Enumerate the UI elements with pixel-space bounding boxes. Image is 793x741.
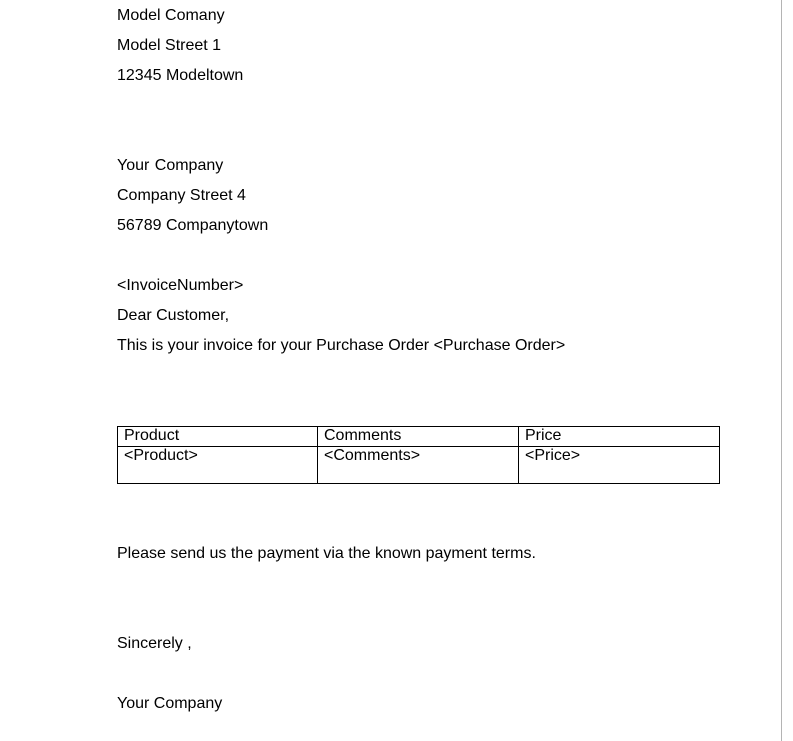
- salutation: Dear Customer,: [117, 307, 230, 324]
- header-product: Product: [118, 427, 318, 447]
- recipient-name: Your Company: [117, 157, 224, 174]
- recipient-city: 56789 Companytown: [117, 217, 269, 234]
- payment-note: Please send us the payment via the known payment terms.: [117, 545, 536, 562]
- invoice-number: <InvoiceNumber>: [117, 277, 244, 294]
- signature: Your Company: [117, 695, 223, 712]
- sender-name: Model Comany: [117, 7, 225, 24]
- cell-product: <Product>: [118, 447, 318, 484]
- sender-street: Model Street 1: [117, 37, 222, 54]
- cell-comments: <Comments>: [318, 447, 519, 484]
- table-header-row: [118, 427, 720, 447]
- table-row: [118, 447, 720, 484]
- header-price: Price: [519, 427, 720, 447]
- cell-price: <Price>: [519, 447, 720, 484]
- closing: Sincerely ,: [117, 635, 192, 652]
- invoice-table: [117, 426, 720, 484]
- sender-city: 12345 Modeltown: [117, 67, 244, 84]
- intro-text: This is your invoice for your Purchase Order <Purchase Order>: [117, 337, 566, 354]
- page-gutter: [782, 0, 793, 741]
- header-comments: Comments: [318, 427, 519, 447]
- recipient-street: Company Street 4: [117, 187, 246, 204]
